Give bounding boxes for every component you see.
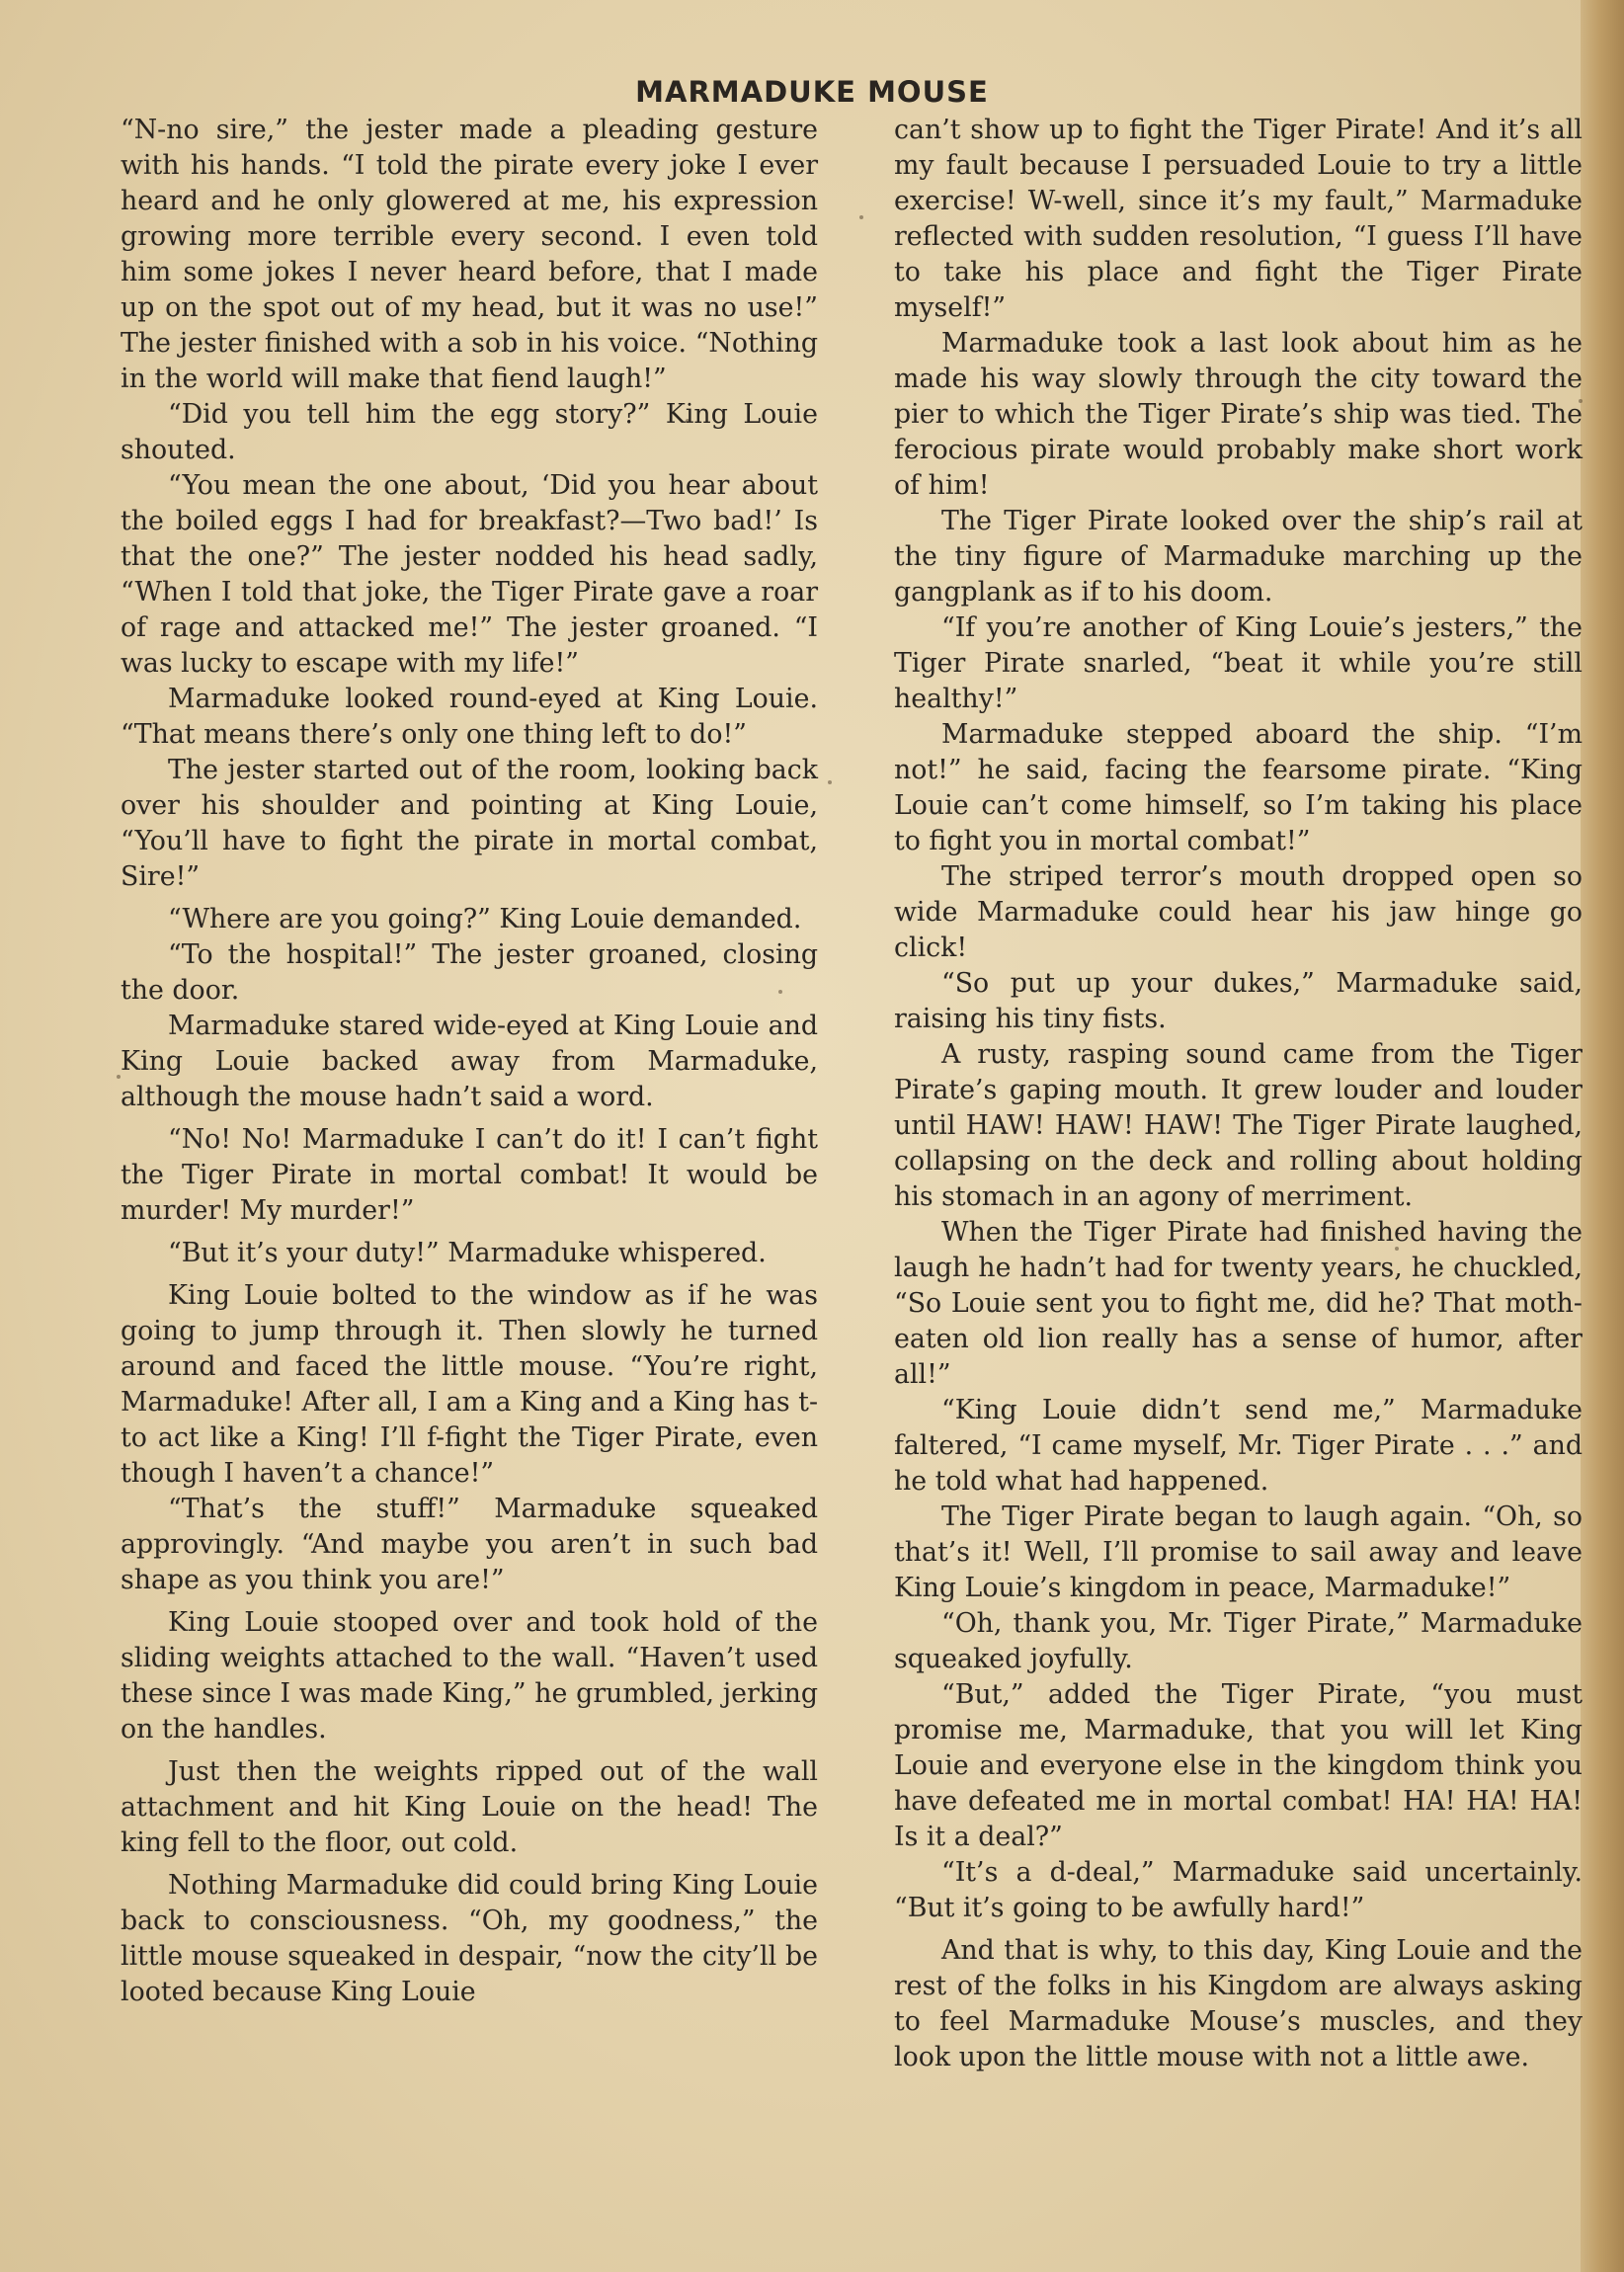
paragraph: “But,” added the Tiger Pirate, “you must promise me, Marmaduke, that you will let King Louie and everyone else in the kingdom think you have defeated me in mortal combat! HA! HA! HA! Is it a deal?”: [894, 1679, 1583, 1852]
paragraph: Nothing Marmaduke did could bring King Louie back to consciousness. “Oh, my goodness,” the little mouse squeaked in despair, “now the city’ll be looted because King Louie: [121, 1870, 818, 2007]
paragraph: “That’s the stuff!” Marmaduke squeaked approvingly. “And maybe you aren’t in such bad shape as you think you are!”: [121, 1494, 818, 1595]
paragraph: “To the hospital!” The jester groaned, closing the door.: [121, 939, 818, 1006]
paragraph: Marmaduke took a last look about him as he made his way slowly through the city toward the pier to which the Tiger Pirate’s ship was tied. The ferocious pirate would probably make short work of him!: [894, 328, 1583, 501]
paragraph: When the Tiger Pirate had finished having the laugh he hadn’t had for twenty years, he chuckled, “So Louie sent you to fight me, did he? That moth-eaten old lion really has a sense of humor, after all!”: [894, 1217, 1583, 1390]
paragraph: “No! No! Marmaduke I can’t do it! I can’t fight the Tiger Pirate in mortal combat! It would be murder! My murder!”: [121, 1124, 818, 1226]
paragraph: Just then the weights ripped out of the wall attachment and hit King Louie on the head! The king fell to the floor, out cold.: [121, 1756, 818, 1858]
text-column-right: [894, 113, 1583, 2075]
paragraph: “Oh, thank you, Mr. Tiger Pirate,” Marmaduke squeaked joyfully.: [894, 1608, 1583, 1674]
paragraph: A rusty, rasping sound came from the Tiger Pirate’s gaping mouth. It grew louder and louder until HAW! HAW! HAW! The Tiger Pirate laughed, collapsing on the deck and rolling about holding his stomach in an agony of merriment.: [894, 1039, 1583, 1212]
paragraph: King Louie stooped over and took hold of the sliding weights attached to the wall. “Haven’t used these since I was made King,” he grumbled, jerking on the handles.: [121, 1607, 818, 1745]
paragraph: can’t show up to fight the Tiger Pirate! And it’s all my fault because I persuaded Louie to try a little exercise! W-well, since it’s my fault,” Marmaduke reflected with sudden resolution, “I guess I’ll have to take his place and fight the Tiger Pirate myself!”: [894, 115, 1583, 323]
paragraph: “Did you tell him the egg story?” King Louie shouted.: [121, 399, 818, 465]
paragraph: The striped terror’s mouth dropped open so wide Marmaduke could hear his jaw hinge go click!: [894, 861, 1583, 963]
paragraph: The jester started out of the room, looking back over his shoulder and pointing at King Louie, “You’ll have to fight the pirate in mortal combat, Sire!”: [121, 755, 818, 892]
paragraph: “So put up your dukes,” Marmaduke said, raising his tiny fists.: [894, 968, 1583, 1034]
paragraph: Marmaduke stared wide-eyed at King Louie and King Louie backed away from Marmaduke, although the mouse hadn’t said a word.: [121, 1011, 818, 1112]
paragraph: “It’s a d-deal,” Marmaduke said uncertainly. “But it’s going to be awfully hard!”: [894, 1857, 1583, 1923]
paragraph: And that is why, to this day, King Louie and the rest of the folks in his Kingdom are always asking to feel Marmaduke Mouse’s muscles, and they look upon the little mouse with not a little awe.: [894, 1935, 1583, 2072]
running-header-title: MARMADUKE MOUSE: [635, 75, 989, 109]
paragraph: “You mean the one about, ‘Did you hear about the boiled eggs I had for breakfast?—Two bad!’ Is that the one?” The jester nodded his head sadly, “When I told that joke, the Tiger Pirate gave a roar of rage and attacked me!” The jester groaned. “I was lucky to escape with my life!”: [121, 470, 818, 679]
print-speck: [828, 780, 832, 784]
paragraph: “King Louie didn’t send me,” Marmaduke faltered, “I came myself, Mr. Tiger Pirate . . .” and he told what had happened.: [894, 1395, 1583, 1497]
paragraph: The Tiger Pirate began to laugh again. “Oh, so that’s it! Well, I’ll promise to sail away and leave King Louie’s kingdom in peace, Marmaduke!”: [894, 1501, 1583, 1603]
paragraph: “But it’s your duty!” Marmaduke whispered.: [168, 1238, 767, 1268]
paragraph: “Where are you going?” King Louie demanded.: [168, 904, 802, 934]
paragraph: Marmaduke looked round-eyed at King Louie. “That means there’s only one thing left to do!”: [121, 684, 818, 750]
text-column-left: [121, 113, 818, 2010]
paragraph: Marmaduke stepped aboard the ship. “I’m not!” he said, facing the fearsome pirate. “King Louie can’t come himself, so I’m taking his place to fight you in mortal combat!”: [894, 719, 1583, 856]
paragraph: King Louie bolted to the window as if he was going to jump through it. Then slowly he turned around and faced the little mouse. “You’re right, Marmaduke! After all, I am a King and a King has t-to act like a King! I’ll f-fight the Tiger Pirate, even though I haven’t a chance!”: [121, 1280, 818, 1489]
print-speck: [859, 215, 863, 219]
paragraph: The Tiger Pirate looked over the ship’s rail at the tiny figure of Marmaduke marching up the gangplank as if to his doom.: [894, 506, 1583, 608]
paragraph: “N-no sire,” the jester made a pleading gesture with his hands. “I told the pirate every joke I ever heard and he only glowered at me, his expression growing more terrible every second. I even told him some jokes I never heard before, that I made up on the spot out of my head, but it was no use!” The jester finished with a sob in his voice. “Nothing in the world will make that fiend laugh!”: [121, 115, 818, 394]
page-spine-edge: [1581, 0, 1624, 2272]
paragraph: “If you’re another of King Louie’s jesters,” the Tiger Pirate snarled, “beat it while you’re still healthy!”: [894, 612, 1583, 714]
